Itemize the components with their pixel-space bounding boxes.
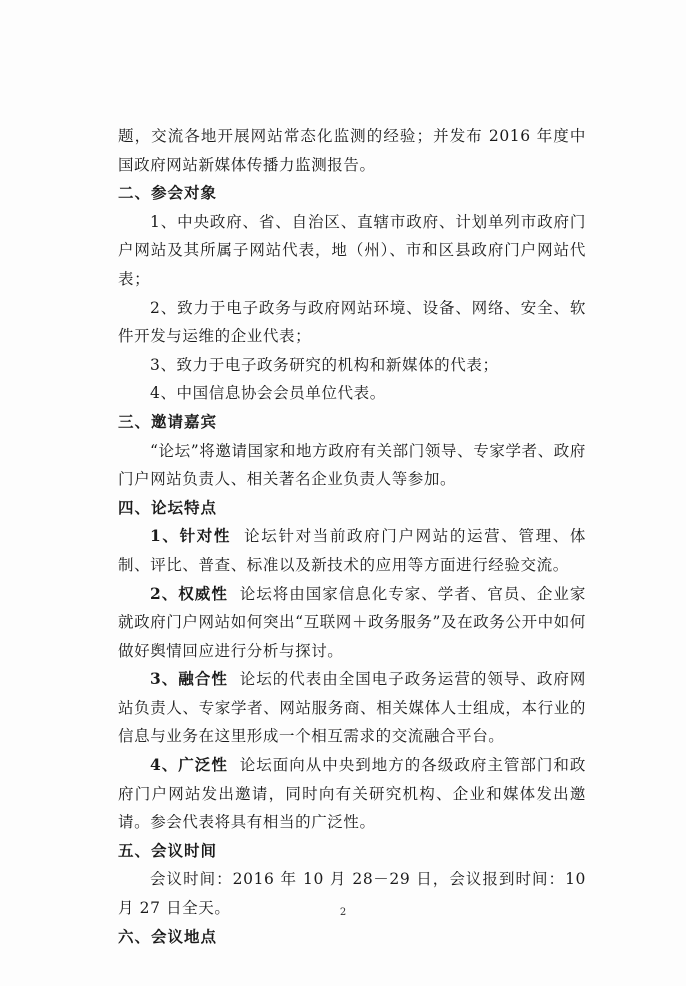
section-heading-guests: 三、邀请嘉宾 (118, 411, 218, 431)
intro-paragraph: 题，交流各地开展网站常态化监测的经验；并发布 2016 年度中国政府网站新媒体传播力监测报告。 (118, 127, 586, 174)
page-number: 2 (339, 907, 347, 918)
attendee-item-1: 1、中央政府、省、自治区、直辖市政府、计划单列市政府门户网站及其所属子网站代表，地（州）、市和区县政府门户网站代表； (118, 212, 586, 288)
feature-text-2: 论坛将由国家信息化专家、学者、官员、企业家就政府门户网站如何突出“互联网＋政务服务”及在政务公开中如何做好舆情回应进行分析与探讨。 (118, 584, 586, 660)
feature-lead-1: 1、针对性 (150, 526, 232, 546)
meeting-time-paragraph: 会议时间：2016 年 10 月 28－29 日，会议报到时间：10 月 27 日全天。 (118, 870, 586, 918)
section-heading-venue: 六、会议地点 (118, 926, 218, 946)
feature-item-1 (118, 522, 586, 579)
section-heading-attendees: 二、参会对象 (118, 183, 218, 203)
attendee-item-2: 2、致力于电子政务与政府网站环境、设备、网络、安全、软件开发与运维的企业代表； (118, 298, 586, 346)
feature-lead-3: 3、融合性 (150, 669, 228, 689)
feature-item-3 (118, 665, 586, 751)
feature-text-3: 论坛的代表由全国电子政务运营的领导、政府网站负责人、专家学者、网站服务商、相关媒体人士组成，本行业的信息与业务在这里形成一个相互需求的交流融合平台。 (118, 670, 586, 746)
attendee-item-3: 3、致力于电子政务研究的机构和新媒体的代表； (150, 355, 499, 374)
feature-text-1: 论坛针对当前政府门户网站的运营、管理、体制、评比、普查、标准以及新技术的应用等方面进行经验交流。 (118, 527, 586, 574)
attendee-item-4: 4、中国信息协会会员单位代表。 (150, 384, 386, 403)
feature-item-2 (118, 580, 586, 666)
document-body (118, 122, 586, 951)
feature-text-4: 论坛面向从中央到地方的各级政府主管部门和政府门户网站发出邀请，同时向有关研究机构、企业和媒体发出邀请。参会代表将具有相当的广泛性。 (118, 756, 586, 832)
feature-lead-2: 2、权威性 (150, 583, 228, 603)
feature-lead-4: 4、广泛性 (150, 755, 228, 775)
section-heading-features: 四、论坛特点 (118, 497, 218, 517)
guests-paragraph: “论坛”将邀请国家和地方政府有关部门领导、专家学者、政府门户网站负责人、相关著名企业负责人等参加。 (118, 441, 586, 489)
section-heading-time: 五、会议时间 (118, 840, 218, 860)
feature-item-4 (118, 751, 586, 837)
